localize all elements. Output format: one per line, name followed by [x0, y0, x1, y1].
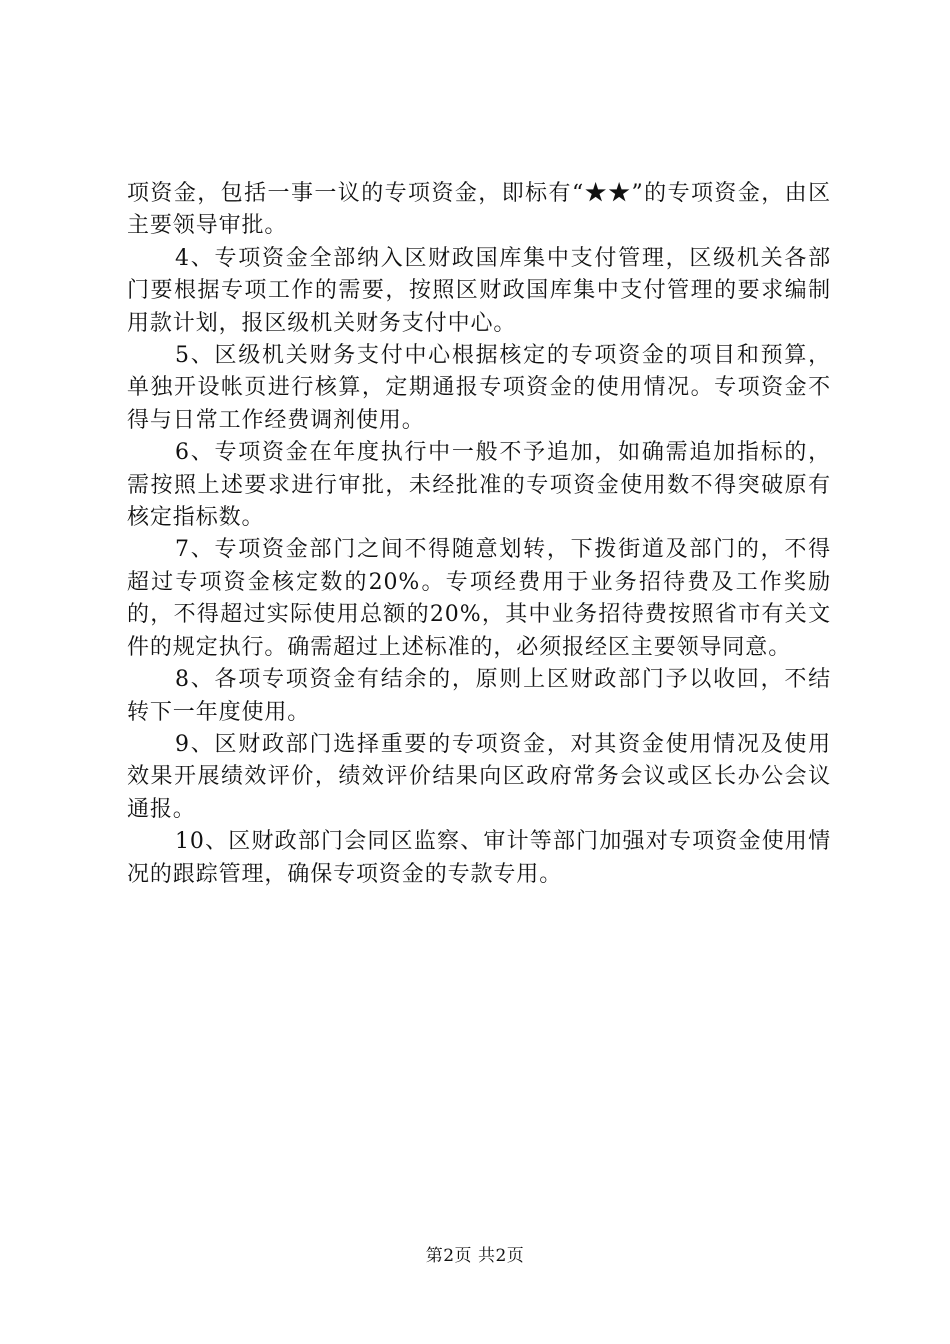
document-body — [127, 178, 831, 891]
paragraph-item-10: 10、区财政部门会同区监察、审计等部门加强对专项资金使用情况的跟踪管理，确保专项资金的专款专用。 — [127, 829, 831, 887]
paragraph-item-9: 9、区财政部门选择重要的专项资金，对其资金使用情况及使用效果开展绩效评价，绩效评价结果向区政府常务会议或区长办公会议通报。 — [127, 731, 831, 822]
paragraph-item-6: 6、专项资金在年度执行中一般不予追加，如确需追加指标的，需按照上述要求进行审批，未经批准的专项资金使用数不得突破原有核定指标数。 — [127, 440, 831, 531]
paragraph-item-7: 7、专项资金部门之间不得随意划转，下拨街道及部门的，不得超过专项资金核定数的20%。专项经费用于业务招待费及工作奖励的，不得超过实际使用总额的20%，其中业务招待费按照省市有关文件的规定执行。确需超过上述标准的，必须报经区主要领导同意。 — [127, 537, 831, 660]
paragraph-item-4: 4、专项资金全部纳入区财政国库集中支付管理，区级机关各部门要根据专项工作的需要，按照区财政国库集中支付管理的要求编制用款计划，报区级机关财务支付中心。 — [127, 245, 831, 336]
paragraph-continuation: 项资金，包括一事一议的专项资金，即标有“★★”的专项资金，由区主要领导审批。 — [127, 181, 831, 239]
paragraph-item-5: 5、区级机关财务支付中心根据核定的专项资金的项目和预算，单独开设帐页进行核算，定期通报专项资金的使用情况。专项资金不得与日常工作经费调剂使用。 — [127, 343, 831, 433]
paragraph-item-8: 8、各项专项资金有结余的，原则上区财政部门予以收回，不结转下一年度使用。 — [127, 667, 831, 725]
page-number-footer: 第2页 共2页 — [425, 1246, 525, 1266]
